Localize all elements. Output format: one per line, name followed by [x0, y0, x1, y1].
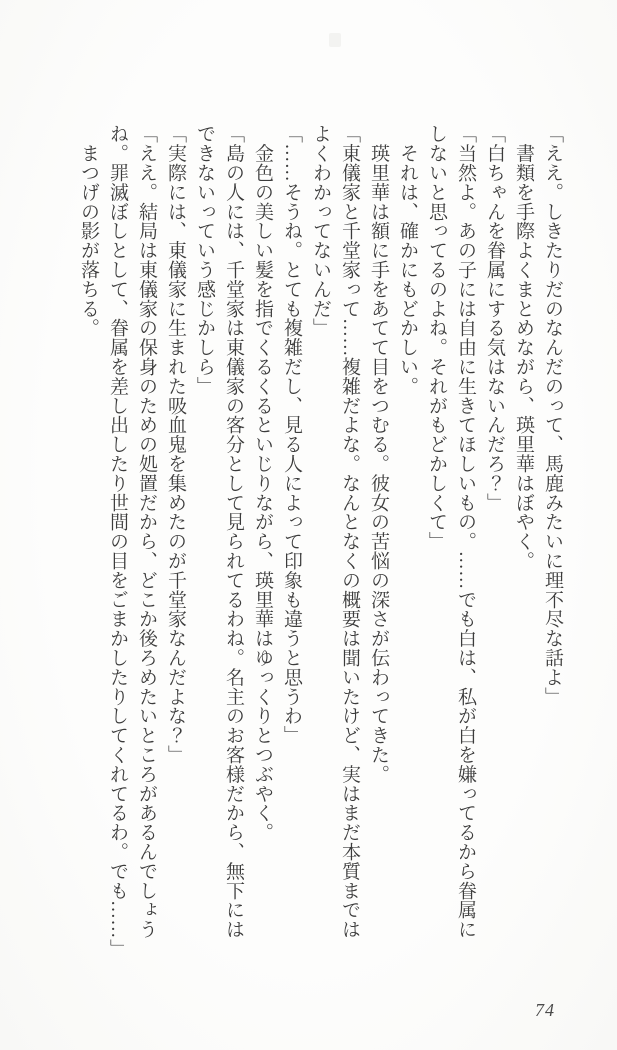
text-column: 「……そうね。とても複雑だし、見る人によって印象も違うと思うわ」 [281, 124, 302, 745]
text-column: 「当然よ。あの子には自由に生きてほしいもの。……でも白は、私が白を嫌ってるから眷属に [455, 124, 476, 939]
text-column: できないっていう感じかしら」 [194, 124, 215, 396]
text-column: 書類を手際よくまとめながら、瑛里華はぼやく。 [513, 124, 534, 571]
page-number: 74 [535, 1000, 555, 1020]
text-column: 「白ちゃんを眷属にする気はないんだろ？」 [484, 124, 505, 512]
text-column: 瑛里華は額に手をあてて目をつむる。彼女の苦悩の深さが伝わってきた。 [368, 124, 389, 784]
text-column: それは、確かにもどかしい。 [397, 124, 418, 396]
text-column: 「ええ。しきたりだのなんだのって、馬鹿みたいに理不尽な話よ」 [542, 124, 563, 706]
text-column: しないと思ってるのよね。それがもどかしくて」 [426, 124, 447, 551]
text-column: 「島の人には、千堂家は東儀家の客分として見られてるわね。名主のお客様だから、無下には [223, 124, 244, 939]
text-column: 「東儀家と千堂家って……複雑だよな。なんとなくの概要は聞いたけど、実はまだ本質までは [339, 124, 360, 939]
text-column: 「ええ。結局は東儀家の保身のための処置だから、どこか後ろめたいところがあるんでしょう [136, 124, 157, 939]
text-column: よくわかってないんだ」 [310, 124, 331, 338]
text-column: ね。罪滅ぼしとして、眷属を差し出したり世間の目をごまかしたりしてくれてるわ。でも……」 [107, 124, 128, 959]
vertical-text-block [74, 124, 567, 1002]
text-column: 金色の美しい髪を指でくるくるといじりながら、瑛里華はゆっくりとつぶやく。 [252, 124, 273, 842]
scan-artifact [329, 33, 341, 47]
text-column: まつげの影が落ちる。 [78, 124, 99, 338]
text-column: 「実際には、東儀家に生まれた吸血鬼を集めたのが千堂家なんだよな？」 [165, 124, 186, 765]
